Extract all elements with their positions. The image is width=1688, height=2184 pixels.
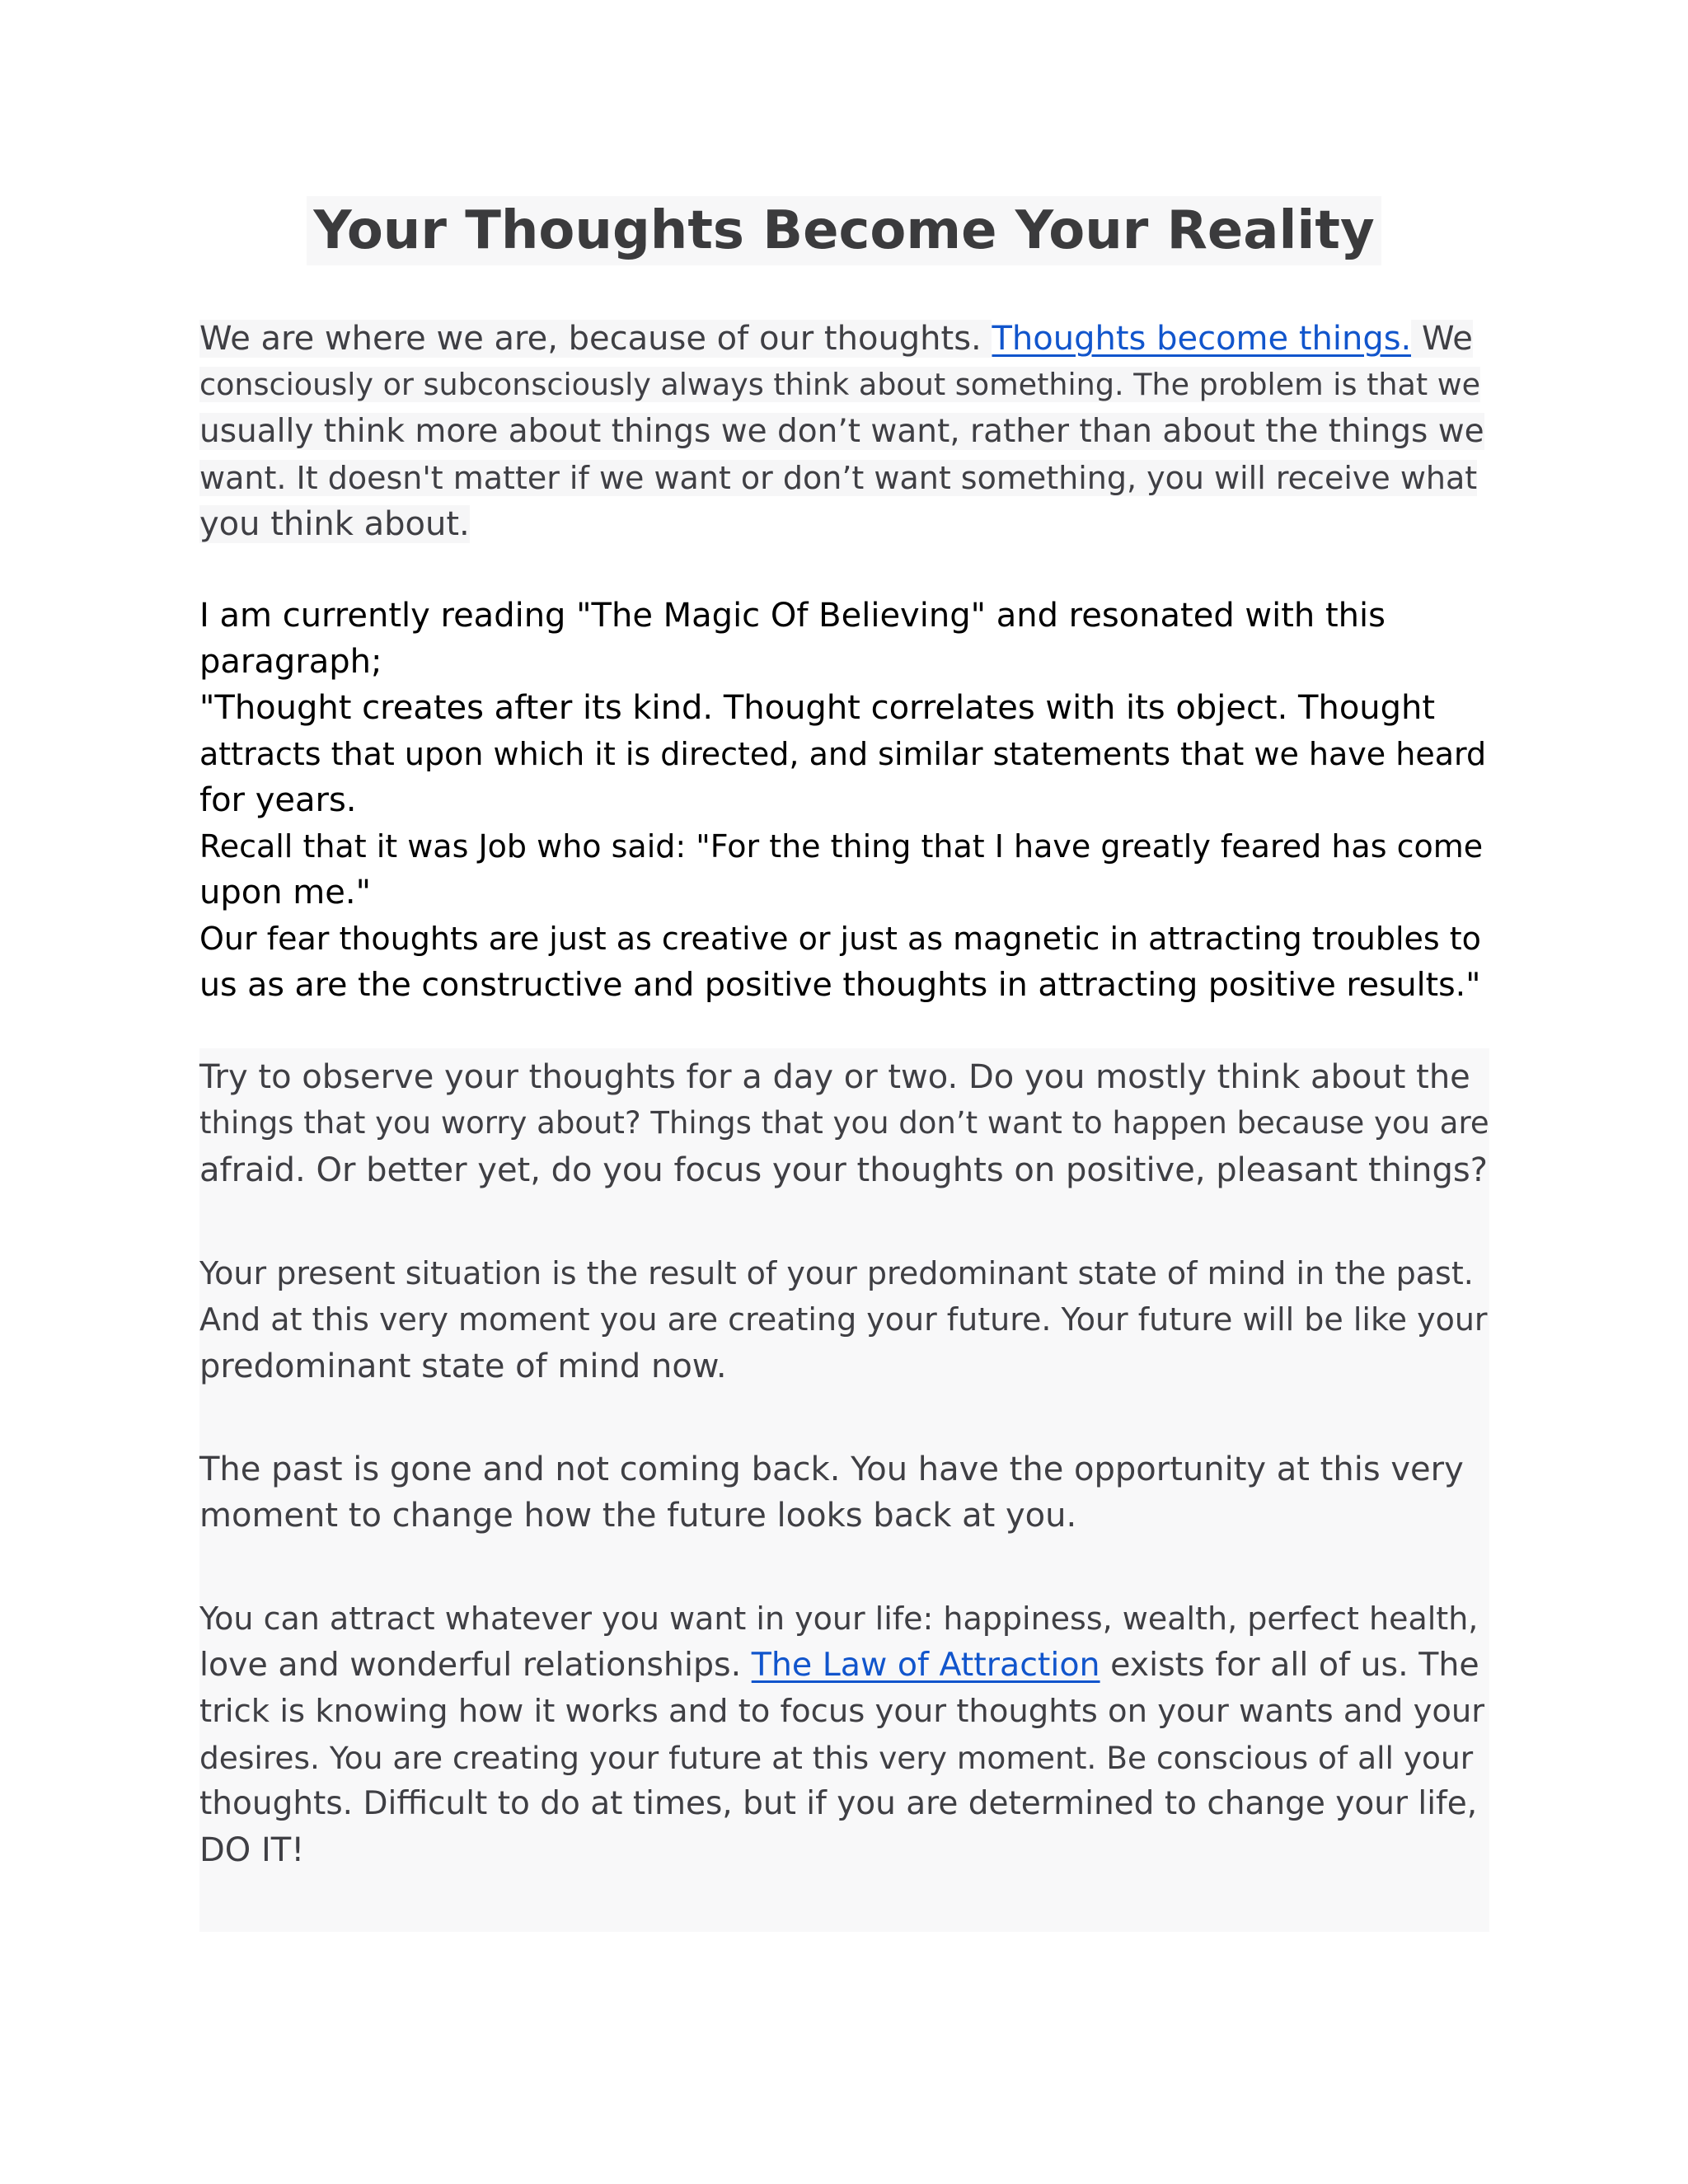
- paragraph-line: Our fear thoughts are just as creative or just as magnetic in attracting troubles to: [199, 921, 1481, 957]
- paragraph-line: us as are the constructive and positive thoughts in attracting positive results.": [199, 966, 1481, 1004]
- paragraph-line: trick is knowing how it works and to focus your thoughts on your wants and your: [199, 1692, 1485, 1730]
- text-segment: We are where we are, because of our thoughts.: [199, 320, 992, 358]
- paragraph-line: afraid. Or better yet, do you focus your thoughts on positive, pleasant things?: [199, 1151, 1488, 1189]
- paragraph-observe: [199, 1054, 1489, 1193]
- paragraph-present: [199, 1250, 1489, 1390]
- paragraph-line: [199, 409, 1489, 455]
- paragraph-line: desires. You are creating your future at this very moment. Be conscious of all your: [199, 1739, 1474, 1776]
- paragraph-line: [199, 455, 1489, 501]
- paragraph-line: [199, 316, 1489, 362]
- paragraph-line: predominant state of mind now.: [199, 1347, 727, 1385]
- text-segment: usually think more about things we don’t want, rather than about the things we: [199, 412, 1484, 450]
- thoughts-become-things-link[interactable]: Thoughts become things.: [992, 320, 1412, 358]
- paragraph-line: DO IT!: [199, 1831, 305, 1870]
- paragraph-line: I am currently reading "The Magic Of Believing" and resonated with this: [199, 597, 1386, 635]
- paragraph-attract: [199, 1596, 1489, 1874]
- paragraph-line: The past is gone and not coming back. You have the opportunity at this very: [199, 1451, 1464, 1488]
- text-segment: want. It doesn't matter if we want or don’t want something, you will receive what: [199, 459, 1478, 496]
- paragraph-line: for years.: [199, 781, 357, 819]
- text-segment: We: [1411, 320, 1473, 358]
- text-segment: consciously or subconsciously always think about something. The problem is that we: [199, 367, 1481, 403]
- text-segment: you think about.: [199, 505, 470, 544]
- title-container: [0, 196, 1688, 265]
- paragraph-line: [199, 501, 1489, 547]
- law-of-attraction-link[interactable]: The Law of Attraction: [751, 1646, 1100, 1685]
- paragraph-line: Your present situation is the result of your predominant state of mind in the past.: [199, 1255, 1474, 1291]
- paragraph-line: thoughts. Difficult to do at times, but if you are determined to change your life,: [199, 1785, 1478, 1823]
- paragraph-line: [199, 362, 1489, 408]
- paragraph-line: moment to change how the future looks back at you.: [199, 1497, 1077, 1535]
- paragraph-line: And at this very moment you are creating your future. Your future will be like your: [199, 1301, 1488, 1338]
- paragraph-line: paragraph;: [199, 643, 382, 681]
- paragraph-past: [199, 1446, 1489, 1540]
- paragraph-line: You can attract whatever you want in your life: happiness, wealth, perfect health,: [199, 1601, 1479, 1637]
- page-title: Your Thoughts Become Your Reality: [307, 196, 1381, 265]
- paragraph-line: Try to observe your thoughts for a day or two. Do you mostly think about the: [199, 1058, 1470, 1096]
- paragraph-quote: [199, 593, 1489, 1008]
- paragraph-intro: [199, 316, 1489, 547]
- text-segment: love and wonderful relationships.: [199, 1646, 752, 1685]
- paragraph-line: attracts that upon which it is directed, and similar statements that we have heard: [199, 736, 1487, 772]
- paragraph-line: upon me.": [199, 874, 371, 912]
- paragraph-line: Recall that it was Job who said: "For the thing that I have greatly feared has come: [199, 828, 1484, 865]
- text-segment: exists for all of us. The: [1100, 1646, 1479, 1685]
- paragraph-line: [199, 1642, 1489, 1688]
- paragraph-line: "Thought creates after its kind. Thought correlates with its object. Thought: [199, 689, 1436, 727]
- paragraph-line: things that you worry about? Things that you don’t want to happen because you are: [199, 1105, 1489, 1141]
